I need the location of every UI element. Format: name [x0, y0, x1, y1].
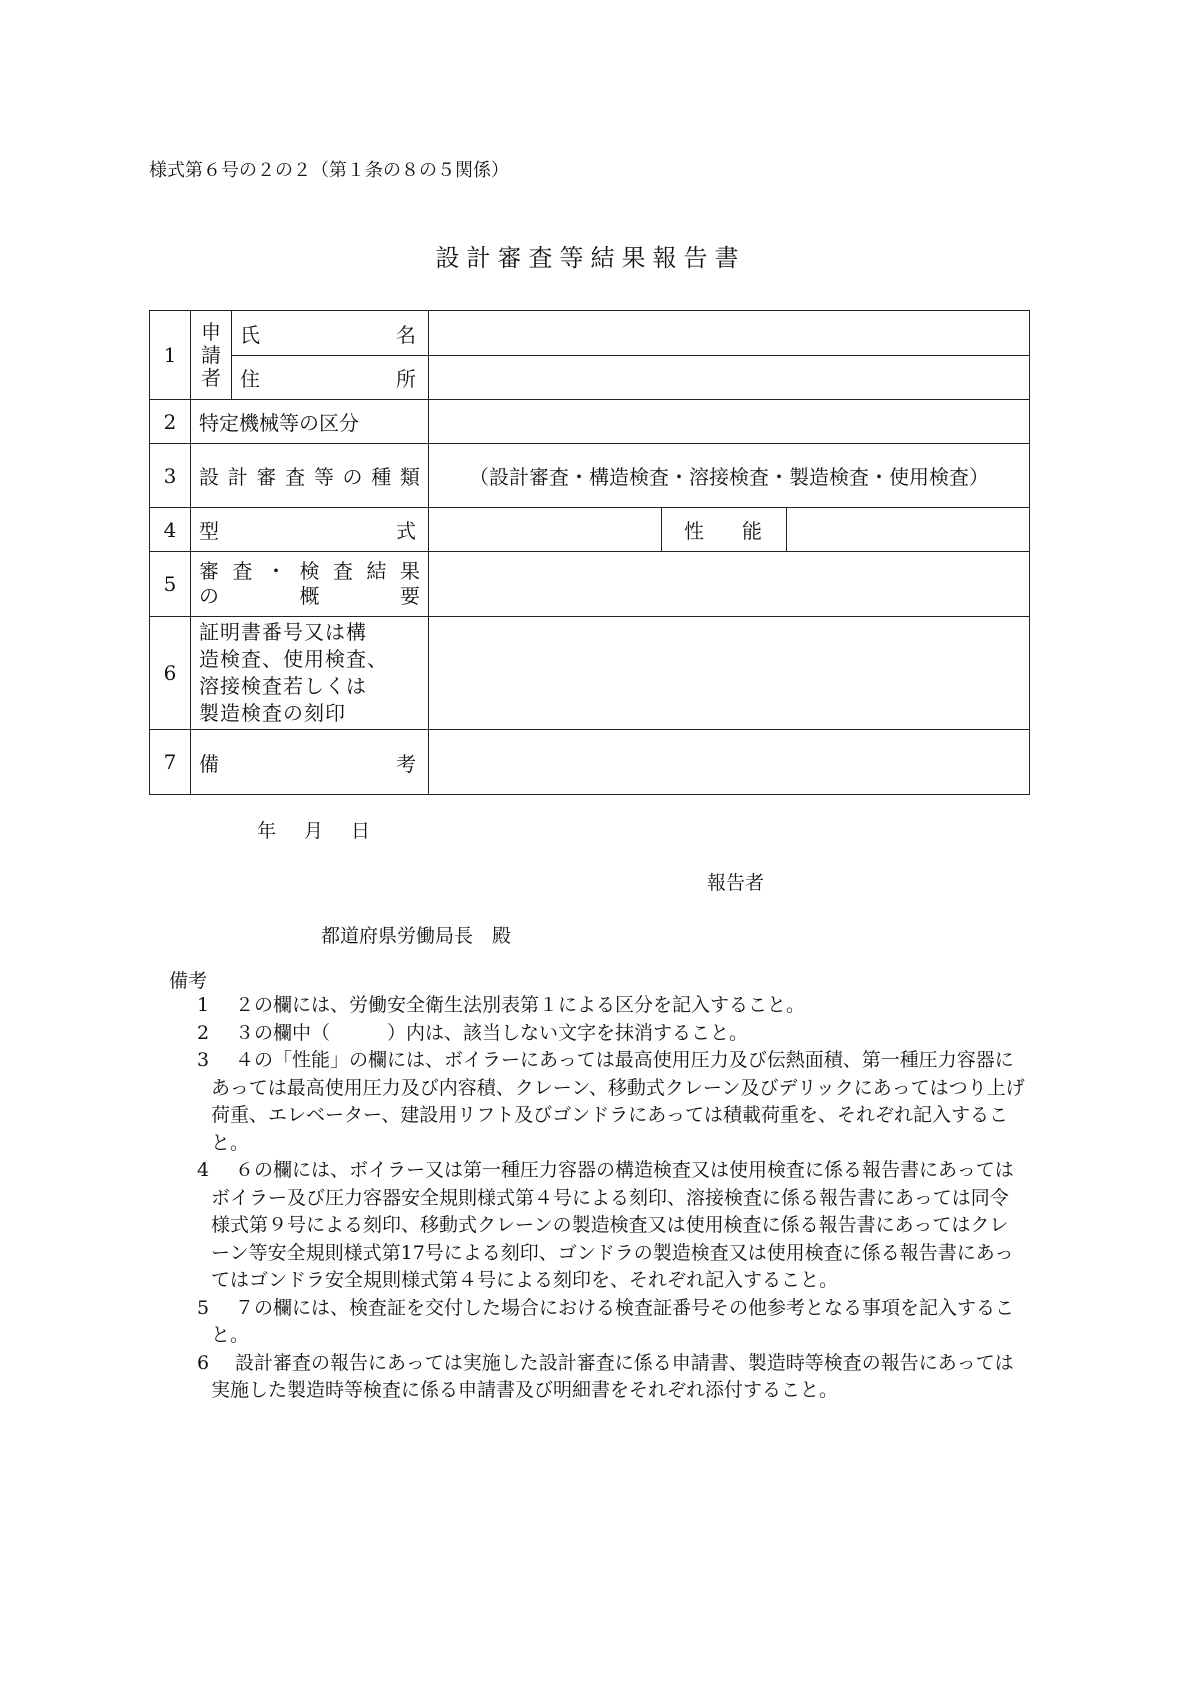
- note-number: 4: [197, 1159, 210, 1181]
- row-number: 7: [150, 730, 191, 795]
- note-item: [197, 1295, 1027, 1350]
- row-number: 2: [150, 400, 191, 444]
- label-char: 査: [285, 465, 306, 489]
- certificate-number-field[interactable]: [429, 617, 1030, 730]
- label-char: 審: [256, 465, 277, 489]
- label-line: 証明書番号又は構: [199, 620, 367, 644]
- note-item: [197, 1020, 1027, 1048]
- label-char: 検: [299, 559, 320, 583]
- note-text: ７の欄には、検査証を交付した場合における検査証番号その他参考となる事項を記入すること。: [211, 1296, 1015, 1346]
- note-item: [197, 1047, 1027, 1157]
- label-char: 審: [199, 559, 219, 583]
- label-char: 能: [742, 519, 762, 543]
- row-number: 3: [150, 444, 191, 508]
- label-char: 式: [396, 519, 416, 543]
- label-char: 設: [199, 465, 219, 489]
- note-item: [197, 1350, 1027, 1405]
- model-label: [191, 508, 429, 552]
- notes-heading: 備考: [169, 970, 208, 992]
- remarks-field[interactable]: [429, 730, 1030, 795]
- certificate-number-label: [191, 617, 429, 730]
- form-reference: 様式第６号の２の２（第１条の８の５関係）: [149, 160, 509, 181]
- category-label: 特定機械等の区分: [191, 400, 429, 444]
- address-label-char: 住: [240, 367, 260, 391]
- label-char: の: [199, 584, 219, 608]
- year-label: 年: [257, 820, 277, 842]
- day-label: 日: [351, 820, 371, 842]
- label-char: 査: [232, 559, 253, 583]
- label-char: 要: [400, 584, 420, 608]
- label-char: 種: [371, 465, 392, 489]
- document-title: 設計審査等結果報告書: [435, 244, 746, 272]
- label-char: 計: [227, 465, 248, 489]
- addressee: 都道府県労働局長 殿: [321, 925, 512, 947]
- performance-field[interactable]: [787, 508, 1030, 552]
- inspection-type-options[interactable]: （設計審査・構造検査・溶接検査・製造検査・使用検査）: [429, 444, 1030, 508]
- label-char: 概: [299, 584, 320, 608]
- label-line: 溶接検査若しくは: [199, 674, 367, 698]
- note-number: 6: [197, 1351, 210, 1374]
- label-line: 製造検査の刻印: [199, 701, 346, 725]
- applicant-label: [191, 311, 232, 400]
- note-text: ３の欄中（ ）内は、該当しない文字を抹消すること。: [235, 1021, 749, 1044]
- row-number: 1: [150, 311, 191, 400]
- label-char: 査: [333, 559, 353, 583]
- label-char: 果: [400, 559, 420, 583]
- label-char: 性: [684, 519, 704, 543]
- row-number: 6: [150, 617, 191, 730]
- note-text: ４の「性能」の欄には、ボイラーにあっては最高使用圧力及び伝熱面積、第一種圧力容器にあっては最高使用圧力及び内容積、クレーン、移動式クレーン及びデリックにあってはつり上げ荷重、エレベーター、建設用リフト及びゴンドラにあっては積載荷重を、それぞれ記入すること。: [211, 1049, 1025, 1154]
- label-char: ・: [266, 559, 286, 583]
- model-field[interactable]: [429, 508, 662, 552]
- note-item: [197, 992, 1027, 1020]
- label-char: 類: [399, 465, 420, 489]
- row-number: 4: [150, 508, 191, 552]
- note-number: 3: [197, 1049, 210, 1071]
- remarks-label: [191, 730, 429, 795]
- row-number: 5: [150, 552, 191, 617]
- label-line: 造検査、使用検査、: [199, 647, 388, 671]
- label-char: 型: [199, 519, 219, 543]
- note-text: ６の欄には、ボイラー又は第一種圧力容器の構造検査又は使用検査に係る報告書にあってはボイラー及び圧力容器安全規則様式第４号による刻印、溶接検査に係る報告書にあっては同令様式第９号による刻印、移動式クレーンの製造検査又は使用検査に係る報告書にあってはクレーン等安全規則様式第17号による刻印、ゴンドラの製造検査又は使用検査に係る報告書にあってはゴンドラ安全規則様式第４号による刻印を、それぞれ記入すること。: [211, 1159, 1014, 1291]
- name-label-char: 氏: [240, 322, 260, 347]
- note-text: 設計審査の報告にあっては実施した設計審査に係る申請書、製造時等検査の報告にあっては実施した製造時等検査に係る申請書及び明細書をそれぞれ添付すること。: [211, 1351, 1014, 1401]
- notes-list: [197, 992, 1027, 1405]
- label-char: の: [342, 465, 363, 489]
- inspection-type-label: [191, 444, 429, 508]
- result-summary-label: [191, 552, 429, 617]
- reporter-label: 報告者: [707, 872, 765, 894]
- note-number: 1: [197, 994, 210, 1016]
- label-char: 結: [366, 559, 387, 583]
- name-label-char: 名: [396, 322, 416, 347]
- label-char: 考: [396, 751, 416, 776]
- address-label: [232, 356, 429, 400]
- applicant-label-char: 申 請 者: [201, 319, 221, 390]
- month-label: 月: [304, 820, 324, 842]
- note-number: 2: [197, 1021, 210, 1044]
- note-item: [197, 1157, 1027, 1295]
- name-label: [232, 311, 429, 356]
- date-line: [257, 816, 398, 843]
- address-label-char: 所: [396, 367, 416, 391]
- note-text: ２の欄には、労働安全衛生法別表第１による区分を記入すること。: [235, 994, 806, 1016]
- label-char: 等: [313, 465, 334, 489]
- name-field[interactable]: [429, 311, 1030, 356]
- performance-label: [662, 508, 787, 552]
- result-summary-field[interactable]: [429, 552, 1030, 617]
- category-field[interactable]: [429, 400, 1030, 444]
- report-form-table: [149, 310, 1030, 795]
- label-char: 備: [199, 751, 219, 776]
- note-number: 5: [197, 1296, 210, 1319]
- address-field[interactable]: [429, 356, 1030, 400]
